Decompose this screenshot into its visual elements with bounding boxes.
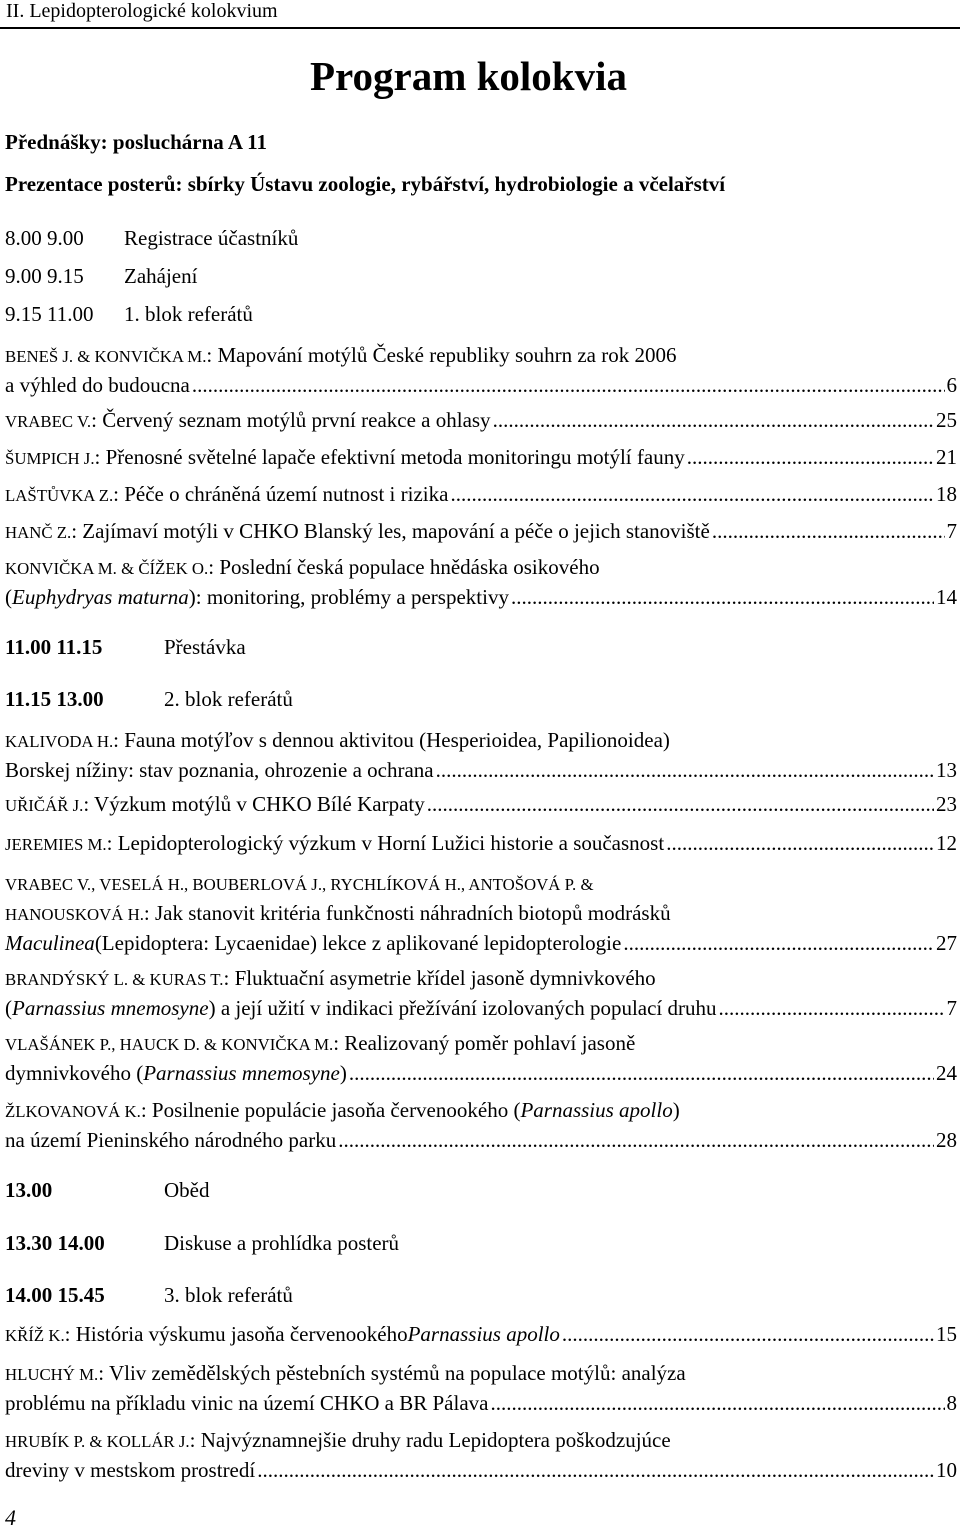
talk-authors: VLAŠÁNEK P., HAUCK D. & KONVIČKA M. [5,1035,334,1054]
page-ref: 27 [936,931,957,955]
talk-authors: KALIVODA H. [5,732,114,751]
block2-time: 11.15 13.00 [5,687,104,711]
species-name: Euphydryas maturna [12,585,189,609]
page-ref: 28 [936,1128,957,1152]
talk-authors: VRABEC V., VESELÁ H., BOUBERLOVÁ J., RYCHLÍKOVÁ H., ANTOŠOVÁ P. & [5,875,594,894]
schedule-label: Registrace účastníků [124,226,299,250]
leader-dots [349,1059,934,1087]
leader-dots [192,371,945,399]
talk-authors: HANOUSKOVÁ H. [5,905,144,924]
leader-dots [436,756,934,784]
leader-dots [623,929,934,957]
talk-title-cont: a výhled do budoucna [5,373,190,397]
talk-title-cont: Borskej nížiny: stav poznania, ohrozenie a ochrana [5,758,434,782]
talk-entry [5,1359,957,1417]
leader-dots [666,829,934,857]
talk-title: : Realizovaný poměr pohlaví jasoně [333,1031,636,1055]
talk-title: : Najvýznamnejšie druhy radu Lepidoptera poškodzujúce [189,1428,671,1452]
talk-entry: VLAŠÁNEK P., HAUCK D. & KONVIČKA M. : Realizovaný poměr pohlaví jasoně dymnivkového ( Parnassius mnemosyne ) ..... 24 [5,1029,957,1087]
talk-authors: KŘÍŽ K. [5,1326,65,1345]
lunch-label: Oběd [164,1178,210,1202]
talk-entry: KONVIČKA M. & ČÍŽEK O. : Poslední česká populace hnědáska osikového ( Euphydryas maturna ): monitoring, problémy a perspektivy ..... 14 [5,553,957,611]
schedule-time: 9.00 9.15 [5,264,84,288]
talk-entry [5,726,957,784]
talk-entry [5,829,957,859]
leader-dots [562,1320,934,1348]
leader-dots [511,583,934,611]
species-name: Parnassius mnemosyne [143,1061,340,1085]
talk-authors: ŽLKOVANOVÁ K. [5,1102,141,1121]
talk-title: : Posilnenie populácie jasoňa červenookého ( [140,1098,521,1122]
schedule-time: 9.15 11.00 [5,302,94,326]
block2-label: 2. blok referátů [164,687,293,711]
species-name: Maculinea [5,931,95,955]
talk-title: : História výskumu jasoňa červenookého [64,1322,408,1346]
leader-dots [427,790,934,818]
talk-title-cont: ) a její užití v indikaci přežívání izolovaných populací druhu [208,996,717,1020]
species-name: Parnassius apollo [407,1322,560,1346]
talk-authors: JEREMIES M. [5,835,107,854]
discussion-label: Diskuse a prohlídka posterů [164,1231,400,1255]
header-rule [0,27,960,29]
page-ref: 15 [936,1322,957,1346]
talk-entry [5,790,957,820]
talk-authors: LAŠTŮVKA Z. [5,486,114,505]
break-time: 11.00 11.15 [5,635,103,659]
talk-title: : Péče o chráněná území nutnost i rizika [113,482,449,506]
talk-authors: KONVIČKA M. & ČÍŽEK O. [5,559,209,578]
page-ref: 25 [936,408,957,432]
page-ref: 13 [936,758,957,782]
talk-title-cont: dymnivkového ( [5,1061,144,1085]
running-header: II. Lepidopterologické kolokvium [6,0,278,22]
talk-authors: ŠUMPICH J. [5,449,95,468]
talk-title: : Výzkum motýlů v CHKO Bílé Karpaty [83,792,425,816]
leader-dots [338,1126,934,1154]
talk-title: : Jak stanovit kritéria funkčnosti náhradních biotopů modrásků [143,901,671,925]
talk-title: : Lepidopterologický výzkum v Horní Lužici historie a současnost [106,831,665,855]
talk-authors: HLUCHÝ M. [5,1365,99,1384]
leader-dots [719,994,945,1022]
page-ref: 23 [936,792,957,816]
species-name: Parnassius apollo [520,1098,673,1122]
lectures-venue: Přednášky: posluchárna A 11 [5,130,267,154]
page-ref: 21 [936,445,957,469]
page-ref: 8 [946,1391,957,1415]
talk-entry [5,871,957,957]
talk-title: : Vliv zemědělských pěstebních systémů na populace motýlů: analýza [98,1361,686,1385]
schedule-label: Zahájení [124,264,198,288]
break-label: Přestávka [164,635,246,659]
talk-title: : Přenosné světelné lapače efektivní metoda monitoringu motýlí fauny [94,445,685,469]
talk-entry [5,341,957,399]
talk-entry: ŽLKOVANOVÁ K. : Posilnenie populácie jasoňa červenookého ( Parnassius apollo ) na území Pieninského národného parku ..... 28 [5,1096,957,1154]
talk-entry [5,406,957,436]
block3-label: 3. blok referátů [164,1283,293,1307]
leader-dots [687,443,934,471]
talk-entry [5,443,957,473]
page-ref: 24 [936,1061,957,1085]
talk-entry [5,1320,957,1350]
talk-authors: UŘIČÁŘ J. [5,796,84,815]
leader-dots [257,1456,934,1484]
page-ref: 18 [936,482,957,506]
lunch-time: 13.00 [5,1178,53,1202]
talk-authors: HANČ Z. [5,523,72,542]
leader-dots [490,1389,944,1417]
talk-authors: VRABEC V. [5,412,92,431]
talk-title-cont: problému na příkladu vinic na území CHKO a BR Pálava [5,1391,489,1415]
leader-dots [450,480,934,508]
species-name: Parnassius mnemosyne [12,996,209,1020]
page-title: Program kolokvia [310,53,627,99]
schedule-label: 1. blok referátů [124,302,253,326]
talk-title: : Červený seznam motýlů první reakce a ohlasy [91,408,491,432]
block3-time: 14.00 15.45 [5,1283,105,1307]
talk-authors: BENEŠ J. & KONVIČKA M. [5,347,207,366]
talk-entry: BRANDÝSKÝ L. & KURAS T. : Fluktuační asymetrie křídel jasoně dymnivkového ( Parnassius mnemosyne ) a její užití v indikaci přežívání izolovaných populací druhu ..... 7 [5,964,957,1022]
talk-title: : Zajímaví motýli v CHKO Blanský les, mapování a péče o jejich stanoviště [71,519,710,543]
page-ref: 14 [936,585,957,609]
talk-entry [5,480,957,510]
talk-entry [5,1426,957,1484]
schedule-time: 8.00 9.00 [5,226,84,250]
talk-authors: BRANDÝSKÝ L. & KURAS T. [5,970,224,989]
page-ref: 7 [946,996,957,1020]
page-number: 4 [5,1505,16,1530]
leader-dots [712,517,945,545]
page-ref: 12 [936,831,957,855]
talk-title-cont: na území Pieninského národného parku [5,1128,337,1152]
talk-entry [5,517,957,547]
talk-title: : Fauna motýľov s dennou aktivitou (Hesperioidea, Papilionoidea) [113,728,670,752]
page-ref: 10 [936,1458,957,1482]
talk-title-cont: ): monitoring, problémy a perspektivy [188,585,509,609]
talk-title-cont: (Lepidoptera: Lycaenidae) lekce z aplikované lepidopterologie [94,931,622,955]
talk-authors: HRUBÍK P. & KOLLÁR J. [5,1432,190,1451]
talk-title: : Poslední česká populace hnědáska osikového [208,555,600,579]
talk-title: : Mapování motýlů České republiky souhrn za rok 2006 [206,343,677,367]
page-ref: 6 [946,373,957,397]
discussion-time: 13.30 14.00 [5,1231,105,1255]
talk-title-cont: dreviny v mestskom prostredí [5,1458,256,1482]
talk-title: : Fluktuační asymetrie křídel jasoně dymnivkového [223,966,656,990]
page-ref: 7 [946,519,957,543]
leader-dots [493,406,934,434]
posters-venue: Prezentace posterů: sbírky Ústavu zoologie, rybářství, hydrobiologie a včelařství [5,172,726,196]
